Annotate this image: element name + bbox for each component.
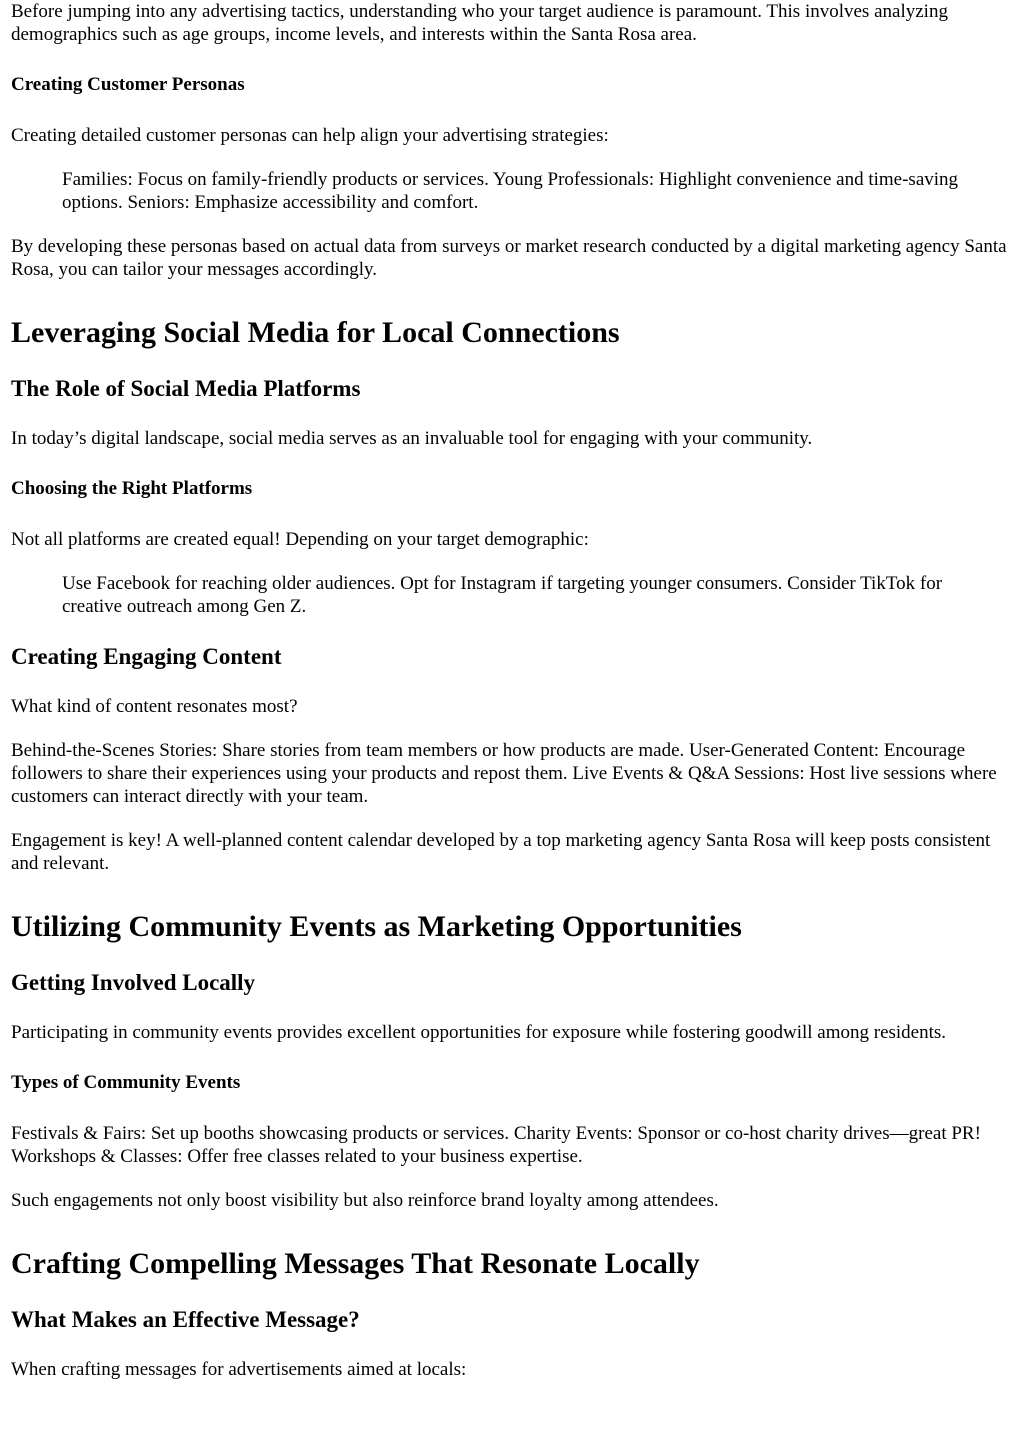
heading-creating-customer-personas: Creating Customer Personas [11, 74, 245, 95]
heading-types-of-community-events: Types of Community Events [11, 1072, 241, 1093]
event-followup-paragraph: Such engagements not only boost visibility but also reinforce brand loyalty among attendees. [11, 1190, 719, 1211]
heading-role-of-social-media: The Role of Social Media Platforms [11, 376, 361, 401]
personas-followup-paragraph: By developing these personas based on actual data from surveys or market research conducted by a digital marketing agency Santa Rosa, you can tailor your messages accordingly. [11, 236, 1007, 280]
heading-crafting-compelling-messages: Crafting Compelling Messages That Resonate Locally [11, 1247, 700, 1280]
content-followup-paragraph: Engagement is key! A well-planned content calendar developed by a top marketing agency Santa Rosa will keep posts consistent and relevant. [11, 830, 991, 874]
content-types-list: Behind-the-Scenes Stories: Share stories from team members or how products are made. User-Generated Content: Encourage followers to share their experiences using your products and repost them. Live Events & Q&A Sessions: Host live sessions where customers can interact directly with your team. [11, 740, 997, 807]
heading-effective-message: What Makes an Effective Message? [11, 1307, 360, 1332]
effective-message-paragraph: When crafting messages for advertisements aimed at locals: [11, 1359, 467, 1380]
content-question: What kind of content resonates most? [11, 696, 298, 717]
heading-leveraging-social-media: Leveraging Social Media for Local Connections [11, 316, 620, 349]
heading-getting-involved-locally: Getting Involved Locally [11, 970, 256, 995]
heading-creating-engaging-content: Creating Engaging Content [11, 644, 282, 669]
involved-paragraph: Participating in community events provides excellent opportunities for exposure while fostering goodwill among residents. [11, 1022, 947, 1043]
heading-choosing-platforms: Choosing the Right Platforms [11, 478, 253, 499]
intro-paragraph: Before jumping into any advertising tactics, understanding who your target audience is paramount. This involves analyzing demographics such as age groups, income levels, and interests within the Santa Rosa area. [11, 1, 948, 45]
platforms-intro-paragraph: Not all platforms are created equal! Depending on your target demographic: [11, 529, 589, 550]
heading-community-events: Utilizing Community Events as Marketing Opportunities [11, 910, 742, 943]
personas-intro-paragraph: Creating detailed customer personas can help align your advertising strategies: [11, 125, 609, 146]
role-paragraph: In today’s digital landscape, social media serves as an invaluable tool for engaging with your community. [11, 428, 813, 449]
personas-list: Families: Focus on family-friendly products or services. Young Professionals: Highlight convenience and time-saving options. Seniors: Emphasize accessibility and comfort. [62, 169, 959, 213]
event-types-list: Festivals & Fairs: Set up booths showcasing products or services. Charity Events: Sponsor or co-host charity drives—great PR! Workshops & Classes: Offer free classes related to your business expertise. [11, 1123, 981, 1167]
platforms-list: Use Facebook for reaching older audiences. Opt for Instagram if targeting younger consumers. Consider TikTok for creative outreach among Gen Z. [62, 573, 943, 617]
